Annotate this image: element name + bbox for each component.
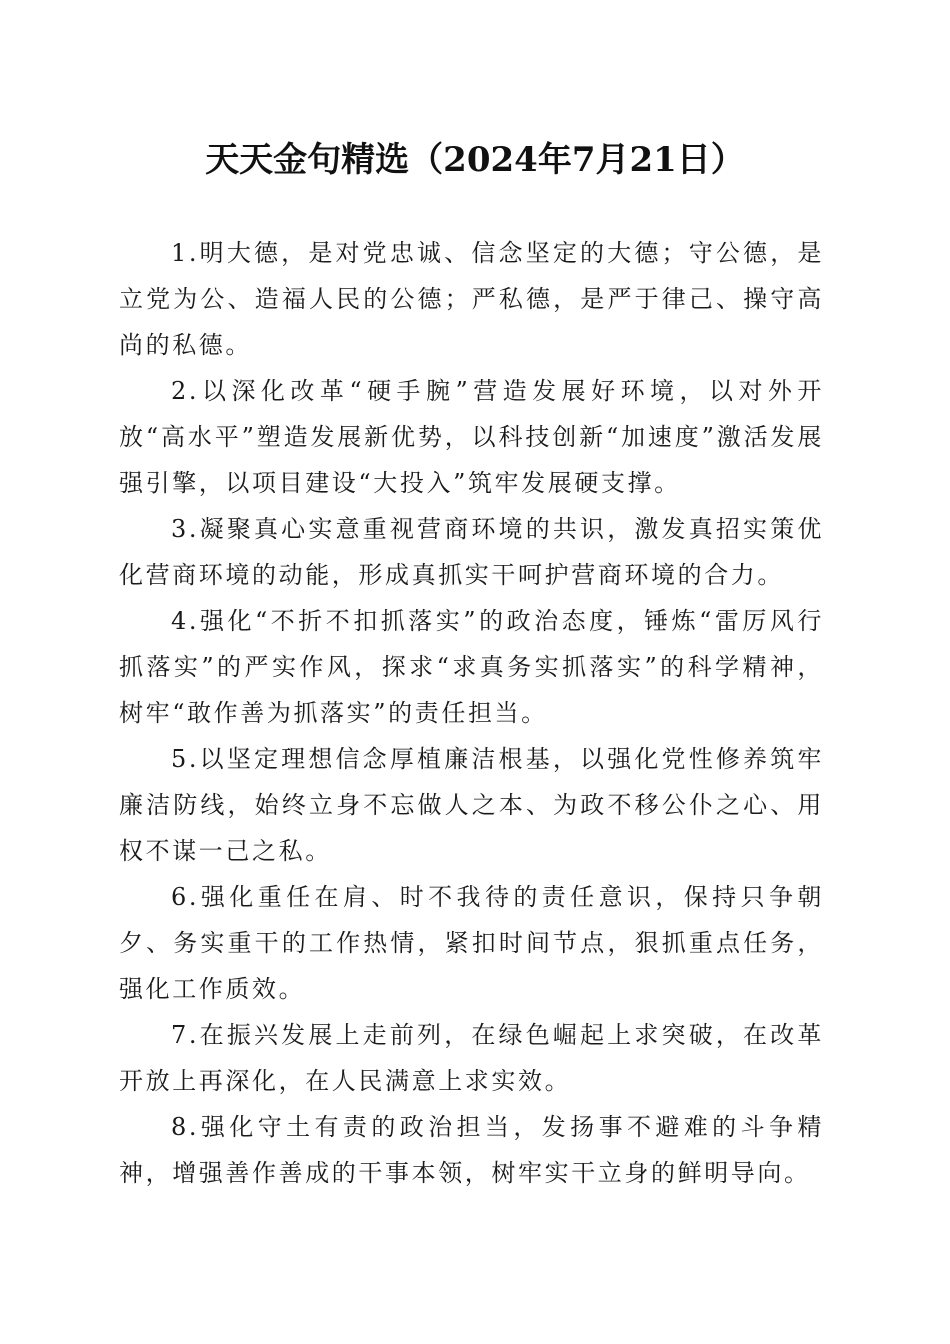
- paragraph-8: 8.强化守土有责的政治担当，发扬事不避难的斗争精神，增强善作善成的干事本领，树牢实干立身的鲜明导向。: [119, 1113, 824, 1187]
- paragraph-6: 6.强化重任在肩、时不我待的责任意识，保持只争朝夕、务实重干的工作热情，紧扣时间节点，狠抓重点任务，强化工作质效。: [119, 883, 824, 1003]
- paragraph-7: 7.在振兴发展上走前列，在绿色崛起上求突破，在改革开放上再深化，在人民满意上求实效。: [119, 1021, 824, 1095]
- document-body: [119, 230, 824, 1196]
- paragraph-2: 2.以深化改革“硬手腕”营造发展好环境，以对外开放“高水平”塑造发展新优势，以科技创新“加速度”激活发展强引擎，以项目建设“大投入”筑牢发展硬支撑。: [119, 377, 824, 497]
- paragraph-3: 3.凝聚真心实意重视营商环境的共识，激发真招实策优化营商环境的动能，形成真抓实干呵护营商环境的合力。: [119, 515, 824, 589]
- paragraph-5: 5.以坚定理想信念厚植廉洁根基，以强化党性修养筑牢廉洁防线，始终立身不忘做人之本、为政不移公仆之心、用权不谋一己之私。: [119, 745, 824, 865]
- paragraph-4: 4.强化“不折不扣抓落实”的政治态度，锤炼“雷厉风行抓落实”的严实作风，探求“求真务实抓落实”的科学精神，树牢“敢作善为抓落实”的责任担当。: [119, 607, 824, 727]
- paragraph-1: 1.明大德，是对党忠诚、信念坚定的大德；守公德，是立党为公、造福人民的公德；严私德，是严于律己、操守高尚的私德。: [119, 239, 824, 359]
- page-title: 天天金句精选（2024年7月21日）: [205, 140, 745, 180]
